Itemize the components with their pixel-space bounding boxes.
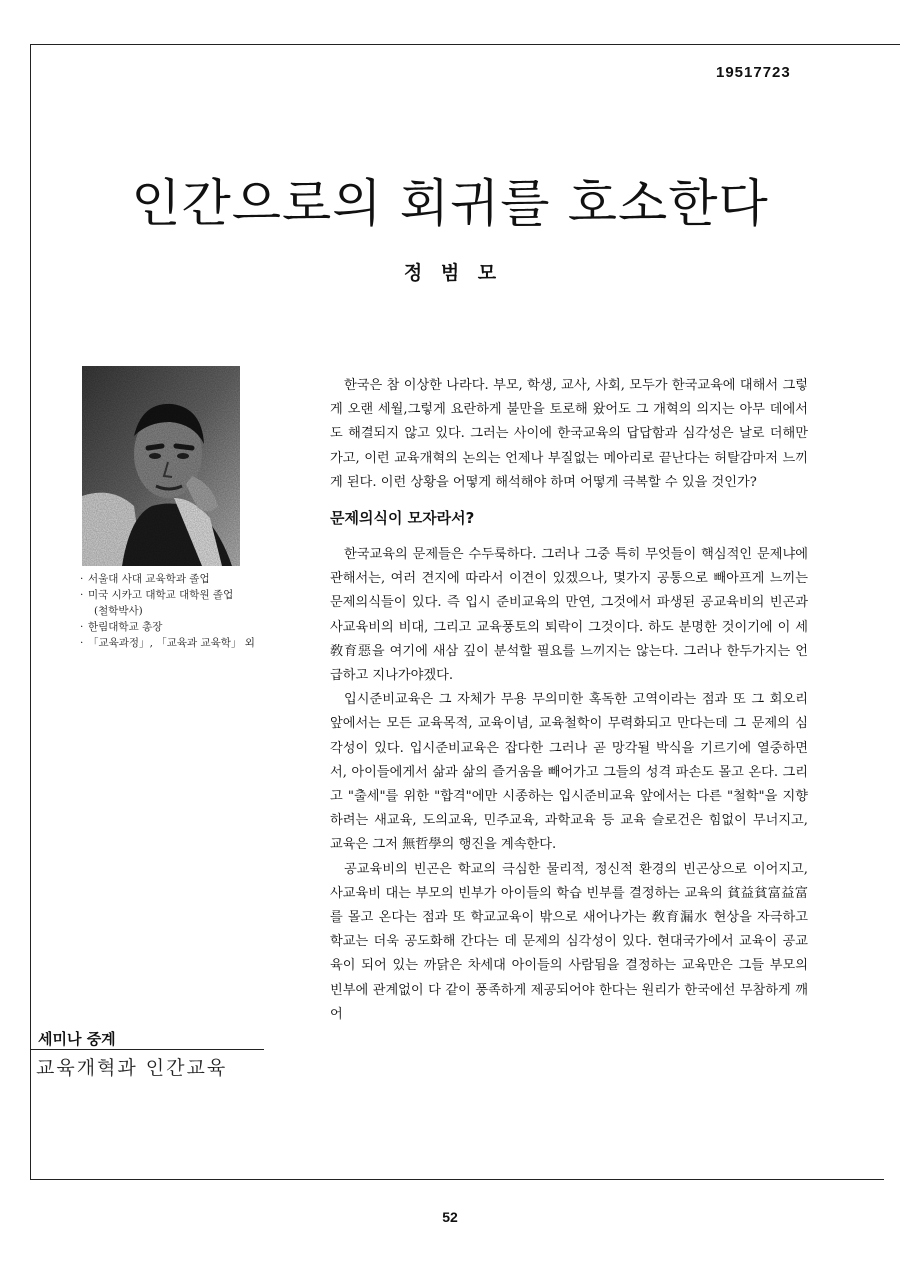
frame-bottom-rule — [30, 1179, 884, 1180]
page-number: 52 — [442, 1209, 458, 1225]
author-bio — [80, 571, 290, 651]
body-paragraph: 입시준비교육은 그 자체가 무용 무의미한 혹독한 고역이라는 점과 또 그 회오리 앞에서는 모든 교육목적, 교육이념, 교육철학이 무력화되고 만다는데 그 문제의 심각성이 있다. 입시준비교육은 잡다한 그러나 곧 망각될 박식을 기르기에 열중하면서, 아이들에게서 삶과 삶의 즐거움을 빼어가고 그들의 성격 파손도 몰고 온다. 그리고 "출세"를 위한 "합격"에만 시종하는 입시준비교육 앞에서는 다른 "철학"을 지향하려는 새교육, 도의교육, 민주교육, 과학교육 등 교육 슬로건은 힘없이 무너지고, 교육은 그저 無哲學의 행진을 계속한다. — [330, 692, 808, 853]
bio-item: · 서울대 사대 교육학과 졸업 — [80, 571, 290, 587]
portrait-image — [82, 366, 240, 566]
bio-item: · 「교육과정」, 「교육과 교육학」 외 — [80, 635, 290, 651]
document-number: 19517723 — [716, 64, 791, 81]
author-name: 정 범 모 — [403, 262, 497, 284]
body-paragraph: 한국교육의 문제들은 수두룩하다. 그러나 그중 특히 무엇들이 핵심적인 문제냐에 관해서는, 여러 견지에 따라서 이견이 있겠으나, 몇가지 공통으로 빼아프게 느끼는 문제의식들이 있다. 즉 입시 준비교육의 만연, 그것에서 파생된 공교육비의 빈곤과 사교육비의 비대, 그리고 교육풍토의 퇴락이 그것이다. 하도 분명한 것이기에 이 세 敎育惡을 여기에 새삼 깊이 분석할 필요를 느끼지는 않는다. 그러나 한두가지는 언급하고 지나가야겠다. — [330, 547, 808, 684]
section-divider — [30, 1049, 264, 1050]
section-title: 교육개혁과 인간교육 — [36, 1057, 228, 1079]
subheading: 문제의식이 모자라서? — [330, 509, 475, 528]
body-paragraph: 공교육비의 빈곤은 학교의 극심한 물리적, 정신적 환경의 빈곤상으로 이어지고, 사교육비 대는 부모의 빈부가 아이들의 학습 빈부를 결정하는 교육의 貧益貧富益富를 몰고 온다는 점과 또 학교교육이 밖으로 새어나가는 敎育漏水 현상을 자극하고 학교는 더욱 공도화해 간다는 데 문제의 심각성이 있다. 현대국가에서 교육이 공교육이 되어 있는 까닭은 차세대 아이들의 사람됨을 결정하는 교육만은 그들 부모의 빈부에 관계없이 다 같이 풍족하게 제공되어야 한다는 원리가 한국에선 무참하게 깨어 — [330, 861, 808, 1022]
section-label: 세미나 중계 — [38, 1030, 116, 1048]
bio-item: · 미국 시카고 대학교 대학원 졸업 — [80, 587, 290, 603]
article-title: 인간으로의 회귀를 호소한다 — [131, 175, 769, 235]
author-photo — [82, 366, 240, 566]
intro-paragraph: 한국은 참 이상한 나라다. 부모, 학생, 교사, 사회, 모두가 한국교육에 대해서 그렇게 오랜 세월,그렇게 요란하게 불만을 토로해 왔어도 그 개혁의 의지는 아무 데에서도 해결되지 않고 있다. 그러는 사이에 한국교육의 답답함과 심각성은 날로 더해만 가고, 이런 교육개혁의 논의는 언제나 부질없는 메아리로 끝난다는 허탈감마저 느끼게 된다. 이런 상황을 어떻게 해석해야 하며 어떻게 극복할 수 있을 것인가? — [330, 378, 808, 490]
frame-top-rule — [30, 44, 900, 45]
bio-item: · 한림대학교 총장 — [80, 619, 290, 635]
bio-item: (철학박사) — [94, 605, 143, 617]
article-body — [330, 374, 808, 1027]
